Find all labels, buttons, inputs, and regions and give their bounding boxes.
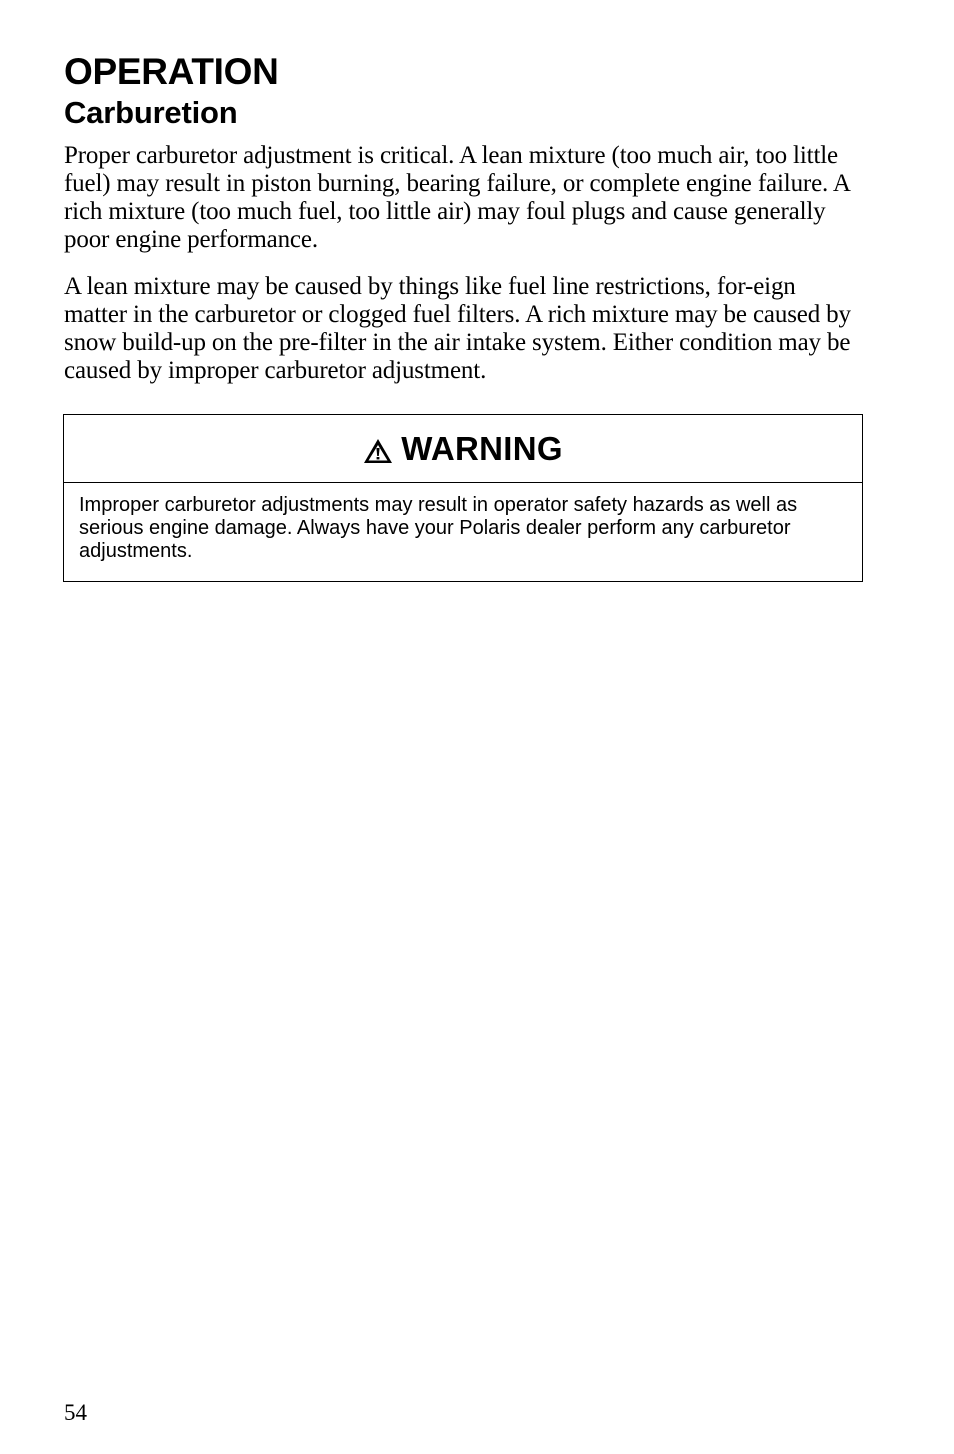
subsection-title: Carburetion xyxy=(64,95,238,130)
section-title: OPERATION xyxy=(64,51,279,92)
warning-box xyxy=(63,414,863,582)
paragraph-carburetor-adjustment: Proper carburetor adjustment is critical. A lean mixture (too much air, too little fuel) may result in piston burning, bearing failure, or complete engine failure. A rich mixture (too much fuel, too little air) may foul plugs and cause generally poor engine performance. xyxy=(64,142,850,253)
warning-header xyxy=(64,415,862,483)
page-content xyxy=(64,52,864,385)
warning-text: Improper carburetor adjustments may result in operator safety hazards as well as serious engine damage. Always have your Polaris dealer perform any carburetor adjustments. xyxy=(79,494,798,562)
warning-triangle-icon xyxy=(363,438,393,464)
warning-label: WARNING xyxy=(401,429,563,467)
page-number: 54 xyxy=(64,1400,87,1425)
paragraph-lean-rich-causes: A lean mixture may be caused by things like fuel line restrictions, for-eign matter in the carburetor or clogged fuel filters. A rich mixture may be caused by snow build-up on the pre-filter in the air intake system. Either condition may be caused by improper carburetor adjustment. xyxy=(64,273,851,384)
